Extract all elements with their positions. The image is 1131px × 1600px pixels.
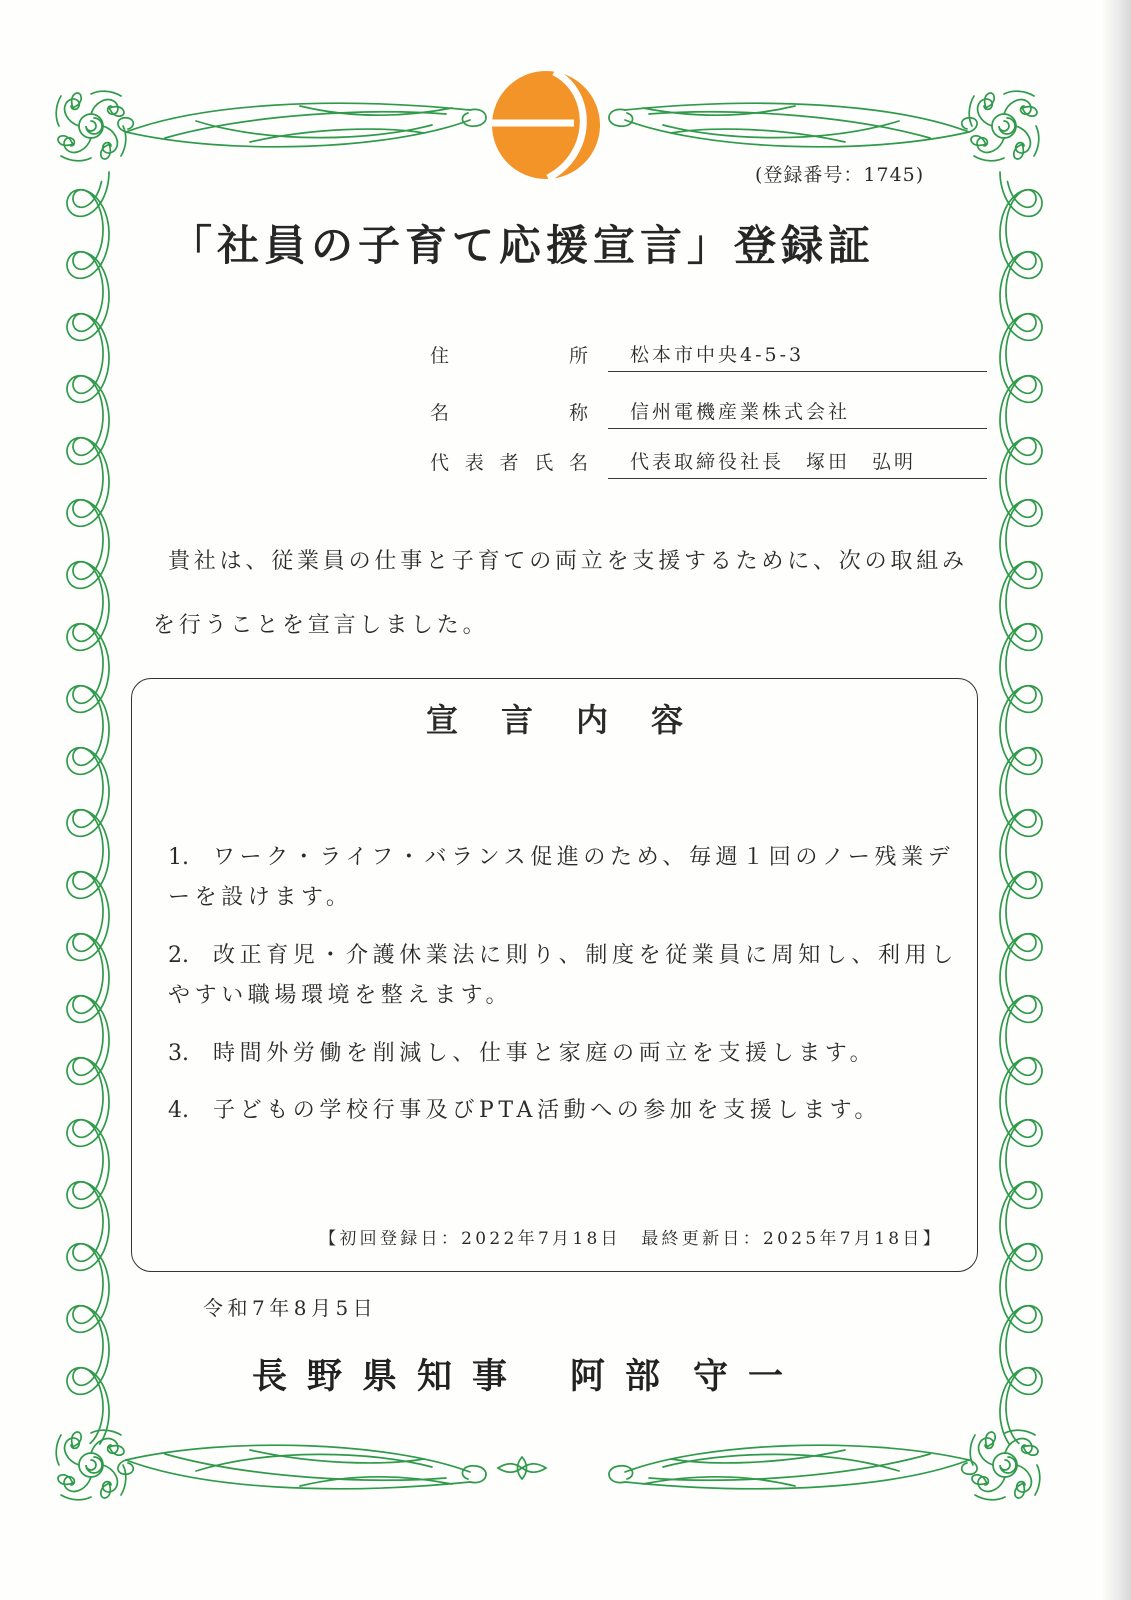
issuer-given-name: 守一 [693,1356,804,1397]
top-left-corner-ornament [56,91,126,161]
top-right-swoosh [609,103,977,147]
top-left-swoosh [118,103,486,147]
address-label [430,343,588,372]
intro-line-1: 貴社は、従業員の仕事と子育ての両立を支援するために、次の取組み [168,549,968,574]
item-number: 4. [168,1098,189,1123]
item-text: やすい職場環境を整えます。 [168,983,513,1008]
issue-date: 令和7年8月5日 [203,1296,378,1320]
item-text: 改正育児・介護休業法に則り、制度を従業員に周知し、利用し [213,943,958,968]
label-char: 表 [464,452,484,474]
label-char: 名 [430,402,450,424]
representative-label [430,450,588,479]
item-line [168,838,954,878]
bottom-left-corner-ornament [56,1430,126,1500]
item-text: 時間外労働を削減し、仕事と家庭の両立を支援します。 [213,1041,877,1066]
bottom-right-corner-ornament [970,1430,1040,1500]
item-number: 1. [168,845,189,870]
item-number: 2. [168,943,189,968]
address-value: 松本市中央4-5-3 [608,342,987,372]
top-right-corner-ornament [969,91,1039,161]
item-line [168,936,958,976]
company-name-label [430,400,588,429]
bottom-left-swoosh [118,1445,486,1489]
declaration-item [168,1091,881,1131]
company-name-row [430,399,987,429]
bottom-right-swoosh [609,1445,977,1489]
representative-row [430,449,987,479]
label-char: 氏 [534,452,554,474]
item-text: 子どもの学校行事及びPTA活動への参加を支援します。 [213,1098,882,1123]
intro-line-2: を行うことを宣言しました。 [153,613,489,638]
certificate-title: 「社員の子育て応援宣言」登録証 [170,221,876,270]
representative-value: 代表取締役社長 塚田 弘明 [608,449,987,479]
declaration-item [168,838,954,918]
label-char: 代 [430,452,450,474]
company-name-value: 信州電機産業株式会社 [608,399,987,429]
label-char: 称 [568,402,588,424]
bottom-center-ornament [498,1457,546,1479]
issuer-family-name: 阿部 [570,1356,681,1397]
label-char: 住 [430,345,450,367]
orange-circle-logo [490,70,602,180]
item-line [168,1091,881,1131]
declaration-heading: 宣言内容 [425,701,726,739]
registration-number: (登録番号：1745) [755,164,925,186]
declaration-item [168,1034,876,1074]
address-row [430,342,987,372]
item-text: ーを設けます。 [168,885,353,910]
issuer-title: 長野県知事 [252,1356,528,1397]
declaration-box [131,678,978,1272]
registration-dates: 【初回登録日：2022年7月18日 最終更新日：2025年7月18日】 [319,1229,943,1249]
item-number: 3. [168,1041,189,1066]
label-char: 名 [568,452,588,474]
item-line [168,1034,876,1074]
declaration-item [168,936,958,1016]
label-char: 者 [499,452,519,474]
label-char: 所 [568,345,588,367]
item-text: ワーク・ライフ・バランス促進のため、毎週１回のノー残業デ [213,845,955,870]
